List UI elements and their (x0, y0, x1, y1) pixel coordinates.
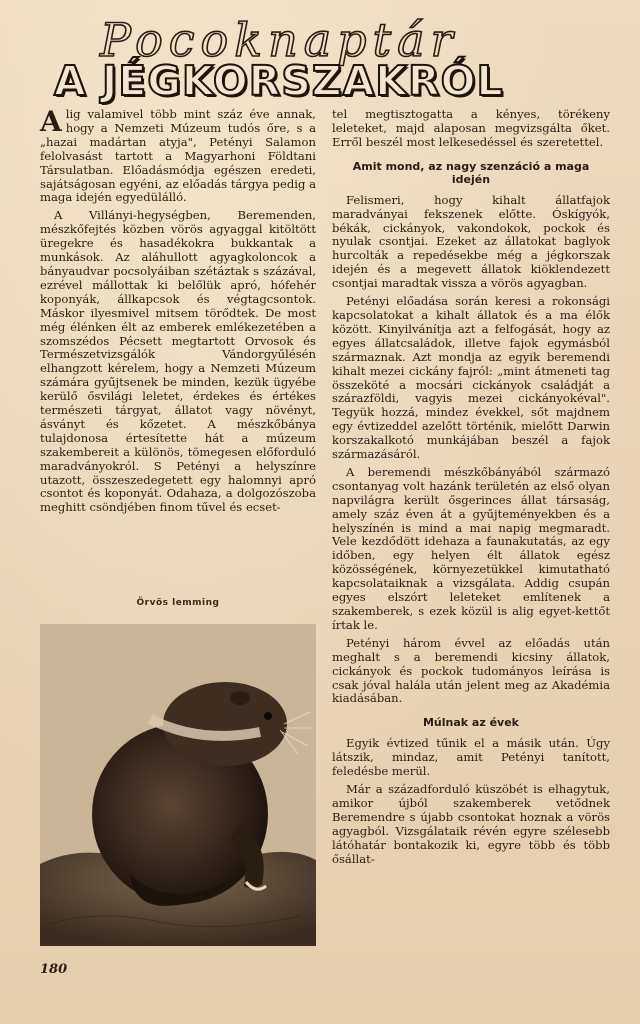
article-title: A JÉGKORSZAKRÓL (54, 57, 504, 105)
right-column (332, 108, 610, 871)
figure-caption: Örvös lemming (136, 598, 220, 608)
paragraph: Alig valamivel több mint száz éve annak, hogy a Nemzeti Múzeum tudós őre, s a „hazai madártan atyja", Petényi Salamon felolvasást tartott a Magyarhoni Földtani Társulatban. Előadásmódja egészen eredeti, sajátságosan egyéni, az előadás tárgya pedig a maga idején egyedülálló. (40, 105, 316, 205)
paragraph: Felismeri, hogy kihalt állatfajok maradványai fekszenek előtte. Óskígyók, békák, cickányok, vakondokok, pockok és nyulak csontjai. Ezeket az állatokat baglyok hurcolták a repedésekbe még a jégkorszak idején és a megevett állatok kiöklendezett csontjai maradtak vissza a vörös agyagban. (332, 192, 610, 291)
section-heading: Múlnak az évek (422, 716, 519, 730)
lemming-illustration (40, 624, 316, 946)
paragraph: A Villányi-hegységben, Beremenden, mészkőfejtés közben vörös agyaggal kitöltött üregekre és hasadékokra bukkantak a munkások. Az aláhullott agyagkoloncok a bányaudvar pocsolyáiban szétáztak s százával, ezrével mállottak ki belőlük apró, hófehér koponyák, állkapcsok és végtagcsontok. Máskor ilyesmivel mitsem törődtek. De most még élénken élt az emberek emlékezetében a szomszédos Pécsett megtartott Orvosok és Természetvizsgálók Vándorgyűlésén elhangzott kérelem, hogy a Nemzeti Múzeum számára gyűjtsenek be minden, kezük ügyébe kerülő ősvilági leletet, érdekes és értékes természeti tárgyat, állatot vagy növényt, ásványt és kőzetet. A mészkőbánya tulajdonosa értesítette hát a múzeum szakembereit a különös, tömegesen előforduló maradványokról. S Petényi a helyszínre utazott, összeszedegetett egy halomnyi apró csontot és koponyát. Odahaza, a dolgozószoba meghitt csöndjében finom tűvel és ecset- (40, 208, 316, 515)
header-script-title: Pocoknaptár (100, 13, 459, 67)
paragraph: Már a századforduló küszöbét is elhagytuk, amikor újból szakemberek vetődnek Beremendre s újabb csontokat hoznak a vörös agyagból. Vizsgálataik révén egyre szélesebb látóhatár bontakozik ki, egyre több és több ősállat- (332, 782, 610, 866)
page-number: 180 (40, 962, 68, 977)
paragraph: Egyik évtized tűnik el a másik után. Úgy látszik, mindaz, amit Petényi tanított, feledésbe merül. (332, 736, 610, 779)
paragraph: Petényi előadása során keresi a rokonsági kapcsolatokat a kihalt állatok és a ma élők között. Kinyilvánítja azt a felfogását, hogy az egyes állatcsaládok, illetve fajok egymásból származnak. Azt mondja az egyik beremendi kihalt mezei cickány fajról: „mint átmeneti tag összeköté a mocsári cickányok családját a szárazföldi, vagyis mezei cickányokéval". Tegyük hozzá, mindez évekkel, sőt majdnem egy évtizeddel azelőtt történik, mielőtt Darwin korszakalkotó munkájában beszél a fajok származásáról. (332, 294, 610, 462)
drop-cap: A (40, 105, 62, 138)
paragraph: tel megtisztogatta a kényes, törékeny leleteket, majd alaposan megvizsgálta őket. Erről beszél most lelkesedéssel és szeretettel. (332, 107, 610, 149)
paragraph: A beremendi mészkőbányából származó csontanyag volt hazánk területén az első olyan napvilágra került ősgerinces állat társaság, amely száz éven át a gyűjteményekben és a helyszínén is mind a mai napig megmaradt. Vele kezdődött idehaza a faunakutatás, az egy időben, egy helyen élt állatok egész közösségének, környezetükkel kimutatható kapcsolataiknak a vizsgálata. Addig csupán egyes elszórt leleteket említenek a szakemberek, s ezek közül is alig egyet-kettőt írtak le. (332, 464, 610, 632)
article-header (40, 14, 610, 104)
left-column (40, 105, 316, 519)
lemming-photo (40, 624, 316, 946)
paragraph: Petényi három évvel az előadás után meghalt s a beremendi kicsiny állatok, cickányok és pockok tudományos leírása is csak jóval halála után jelent meg az Akadémia kiadásában. (332, 635, 610, 706)
section-heading: Amit mond, az nagy szenzáció a maga idején (352, 159, 590, 186)
